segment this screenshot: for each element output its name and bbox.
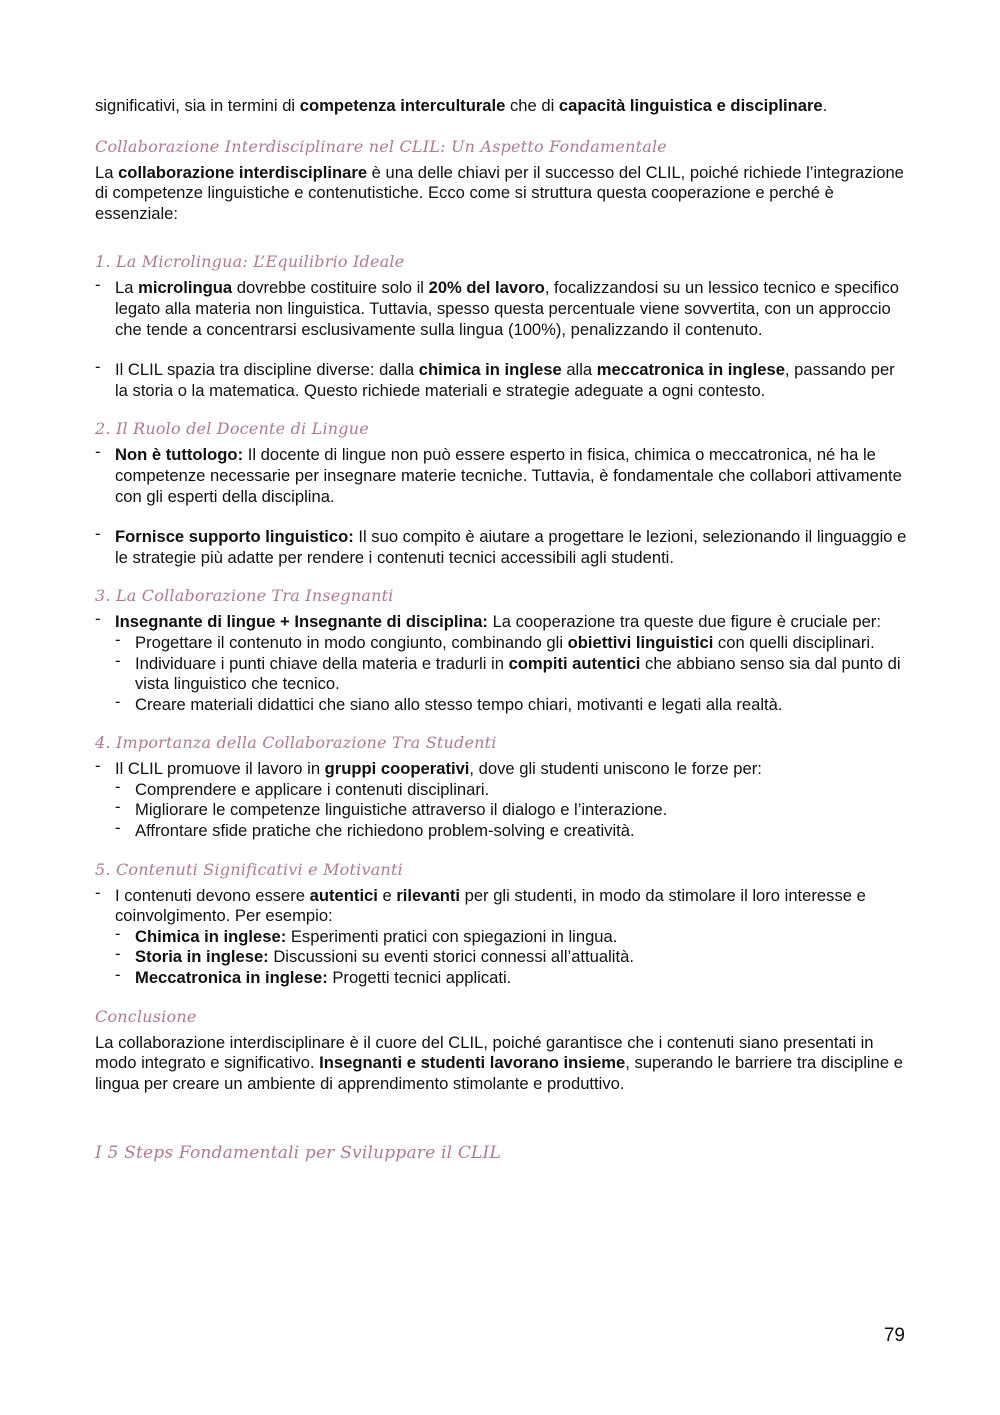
text: dovrebbe costituire solo il (232, 278, 429, 298)
list-item (95, 759, 910, 780)
list-item (95, 527, 910, 568)
bullet-list (95, 886, 910, 927)
sub-list-item: - Comprendere e applicare i contenuti disciplinari. (115, 780, 910, 801)
text: Il docente di lingue non può essere esperto in fisica, chimica o meccatronica, né ha le competenze necessarie per insegnare materie tecniche. Tuttavia, è fondamentale che collabori attivamente con gli esperti della disciplina. (115, 445, 902, 506)
text: I contenuti devono essere (115, 885, 310, 905)
bold-text: meccatronica in inglese (596, 360, 785, 380)
text: per gli studenti, in modo da stimolare il loro interesse e coinvolgimento. Per esempio: (115, 885, 866, 926)
text: La (95, 162, 119, 182)
text: Il CLIL promuove il lavoro in (115, 759, 325, 779)
bullet-list (95, 759, 910, 780)
text: , passando per la storia o la matematica. Questo richiede materiali e strategie adeguate a ogni contesto. (115, 360, 895, 400)
paragraph (95, 163, 910, 225)
text: che di (505, 96, 559, 115)
bold-text: Meccatronica in inglese: (135, 968, 328, 988)
intro-paragraph (95, 96, 910, 117)
bold-text: Insegnanti e studenti lavorano insieme (319, 1053, 626, 1073)
sub-list-item: - Affrontare sfide pratiche che richiedono problem-solving e creatività. (115, 821, 910, 842)
text: è una delle chiavi per il successo del CLIL, poiché richiede l’integrazione di competenze linguistiche e contenutistiche. Ecco come si struttura questa cooperazione e perché è essenziale: (95, 162, 904, 223)
section-heading: I 5 Steps Fondamentali per Sviluppare il CLIL (95, 1143, 501, 1164)
bold-text: microlingua (138, 278, 233, 298)
bullet-list (95, 612, 910, 633)
bold-text: Chimica in inglese: (135, 926, 287, 946)
text: Discussioni su eventi storici connessi all’attualità. (268, 947, 634, 967)
text: La (115, 278, 139, 298)
text: Il CLIL spazia tra discipline diverse: dalla (115, 360, 419, 380)
bold-text: chimica in inglese (418, 360, 562, 380)
bullet-list (95, 445, 910, 568)
list-item (95, 278, 910, 340)
section-heading: Conclusione (95, 1006, 197, 1026)
text: La cooperazione tra queste due figure è cruciale per: (487, 612, 881, 632)
section-heading: 3. La Collaborazione Tra Insegnanti (95, 586, 394, 606)
text: Esperimenti pratici con spiegazioni in lingua. (286, 926, 618, 946)
bold-text: compiti autentici (508, 653, 641, 673)
section-heading: 5. Contenuti Significativi e Motivanti (95, 859, 403, 879)
bold-text: autentici (309, 885, 378, 905)
bold-text: competenza interculturale (299, 96, 506, 115)
sub-list-item (115, 927, 910, 948)
bullet-list (95, 278, 910, 401)
sub-list-item: - Migliorare le competenze linguistiche attraverso il dialogo e l’interazione. (115, 800, 910, 821)
text: , dove gli studenti uniscono le forze per: (469, 759, 762, 779)
text: e (377, 885, 397, 905)
text: Progettare il contenuto in modo congiunto, combinando gli (135, 632, 568, 652)
list-item (95, 360, 910, 401)
bold-text: Insegnante di lingue + Insegnante di disciplina: (115, 612, 488, 632)
text: , superando le barriere tra discipline e lingua per creare un ambiente di apprendimento stimolante e produttivo. (95, 1053, 903, 1093)
section-heading: Collaborazione Interdisciplinare nel CLIL: Un Aspetto Fondamentale (95, 136, 667, 156)
text: che abbiano senso sia dal punto di vista linguistico che tecnico. (135, 653, 901, 694)
bold-text: Fornisce supporto linguistico: (115, 527, 354, 547)
sub-list-item (115, 968, 910, 989)
text: . (822, 96, 828, 115)
text: significativi, sia in termini di (95, 96, 300, 115)
bold-text: capacità linguistica e disciplinare (558, 96, 823, 115)
text: Individuare i punti chiave della materia e tradurli in (135, 653, 509, 673)
sub-list (95, 780, 910, 842)
text: con quelli disciplinari. (713, 632, 875, 652)
section-heading: 1. La Microlingua: L’Equilibrio Ideale (95, 252, 405, 272)
sub-list-item: - Creare materiali didattici che siano allo stesso tempo chiari, motivanti e legati alla realtà. (115, 695, 910, 716)
list-item (95, 612, 910, 633)
text: , focalizzandosi su un lessico tecnico e specifico legato alla materia non linguistica. Tuttavia, spesso questa percentuale viene sovvertita, con un approccio che tende a concentrarsi esclusivamente sulla lingua (100%), penalizzando il contenuto. (115, 278, 899, 339)
list-item (95, 886, 910, 927)
sub-list-item (115, 947, 910, 968)
section-heading: 4. Importanza della Collaborazione Tra Studenti (95, 733, 497, 753)
page-content (95, 96, 910, 1164)
text: Il suo compito è aiutare a progettare le lezioni, selezionando il linguaggio e le strategie più adatte per rendere i contenuti tecnici accessibili agli studenti. (115, 527, 907, 567)
bold-text: 20% del lavoro (428, 278, 545, 298)
bold-text: collaborazione interdisciplinare (118, 162, 368, 182)
bold-text: Storia in inglese: (135, 947, 269, 967)
bold-text: gruppi cooperativi (324, 759, 470, 779)
bold-text: obiettivi linguistici (567, 632, 714, 652)
sub-list-item (115, 633, 910, 654)
list-item (95, 445, 910, 507)
text: Progetti tecnici applicati. (327, 968, 512, 988)
sub-list (95, 927, 910, 989)
text: alla (561, 360, 597, 380)
bold-text: rilevanti (396, 885, 460, 905)
page-number: 79 (883, 1325, 905, 1346)
sub-list (95, 633, 910, 715)
sub-list-item (115, 654, 910, 695)
bold-text: Non è tuttologo: (115, 445, 244, 465)
text: La collaborazione interdisciplinare è il cuore del CLIL, poiché garantisce che i contenuti siano presentati in modo integrato e significativo. (95, 1032, 874, 1073)
conclusion-paragraph (95, 1033, 910, 1095)
section-heading: 2. Il Ruolo del Docente di Lingue (95, 419, 369, 439)
